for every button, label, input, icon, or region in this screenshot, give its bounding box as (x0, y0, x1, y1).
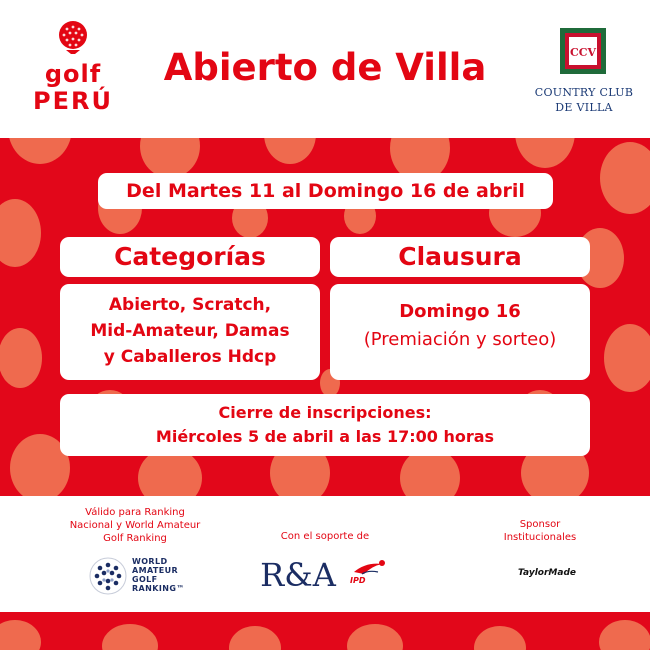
country-club-logo (534, 28, 634, 128)
categorias-title: Categorías (60, 237, 320, 277)
wagr-line: GOLF (132, 575, 158, 584)
inscripciones-box (60, 394, 590, 456)
wagr-logo-text (132, 557, 202, 593)
club-name-line2: DE VILLA (555, 101, 613, 114)
wagr-line: WORLD (132, 557, 168, 566)
golf-ball-icon (56, 20, 90, 58)
sponsor-text (480, 518, 600, 544)
inscripciones-line1: Cierre de inscripciones: (218, 403, 432, 422)
wagr-line: RANKING™ (132, 584, 185, 593)
taylormade-logo: TaylorMade (517, 568, 577, 578)
ipd-logo-text: IPD (350, 576, 366, 585)
categorias-line: Abierto, Scratch, (108, 295, 272, 315)
categorias-list (60, 284, 320, 380)
ranking-line: Nacional y World Amateur (69, 520, 201, 531)
page-title: Abierto de Villa (163, 46, 487, 89)
categorias-line: Mid-Amateur, Damas (90, 321, 290, 341)
wagr-ball-icon (88, 556, 128, 596)
club-shield-icon (560, 28, 606, 80)
soporte-text: Con el soporte de (280, 531, 370, 542)
ranking-line: Válido para Ranking (85, 507, 185, 518)
sponsor-line: Sponsor (519, 519, 561, 530)
clausura-title: Clausura (330, 237, 590, 277)
clausura-details (330, 284, 590, 380)
clausura-line: (Premiación y sorteo) (363, 329, 557, 350)
ranking-text (55, 506, 215, 545)
date-range-box: Del Martes 11 al Domingo 16 de abril (98, 173, 553, 209)
wagr-line: AMATEUR (132, 566, 179, 575)
ra-logo: R&A (260, 556, 336, 594)
club-monogram: CCV (569, 46, 597, 59)
golf-logo-word: golf (44, 60, 102, 88)
peru-logo-word: PERÚ (33, 87, 113, 115)
header (0, 0, 650, 138)
footer (0, 496, 650, 612)
categorias-line: y Caballeros Hdcp (103, 347, 277, 367)
sponsor-line: Institucionales (503, 532, 577, 543)
bottom-dot-pattern (0, 612, 650, 650)
wagr-logo (88, 554, 198, 598)
inscripciones-line2: Miércoles 5 de abril a las 17:00 horas (155, 427, 495, 446)
ranking-line: Golf Ranking (103, 533, 167, 544)
clausura-line: Domingo 16 (399, 301, 521, 322)
bottom-dotted-band (0, 612, 650, 650)
golf-peru-logo (28, 20, 118, 120)
club-name-line1: COUNTRY CLUB (534, 86, 634, 99)
